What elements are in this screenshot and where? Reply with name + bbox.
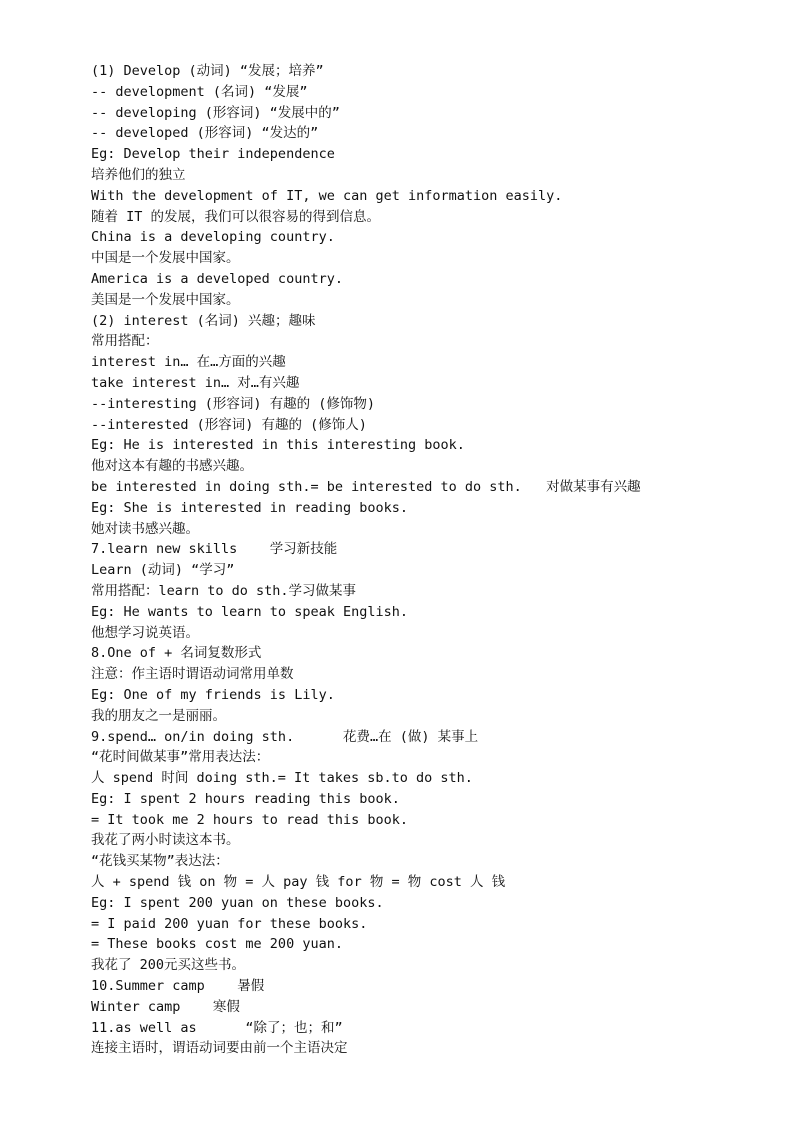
- text-line: 注意：作主语时谓语动词常用单数: [91, 666, 294, 683]
- text-line: “花钱买某物”表达法：: [91, 853, 229, 870]
- text-line: 我花了两小时读这本书。: [91, 832, 240, 849]
- text-line: 7.learn new skills 学习新技能: [91, 541, 338, 558]
- text-line: 10.Summer camp 暑假: [91, 978, 265, 995]
- text-line: -- developing (形容词) “发展中的”: [91, 104, 340, 121]
- text-line: Winter camp 寒假: [91, 998, 240, 1015]
- text-line: 常用搭配：learn to do sth.学习做某事: [91, 582, 357, 599]
- text-line: (2) interest (名词) 兴趣；趣味: [91, 312, 316, 329]
- text-line: Eg: I spent 2 hours reading this book.: [91, 790, 400, 807]
- text-line: 人 + spend 钱 on 物 = 人 pay 钱 for 物 = 物 cost 人 钱: [91, 874, 506, 891]
- text-line: Eg: Develop their independence: [91, 146, 335, 163]
- text-line: 他对这本有趣的书感兴趣。: [91, 458, 253, 475]
- text-line: 常用搭配：: [91, 333, 159, 350]
- text-line: 我花了 200元买这些书。: [91, 957, 246, 974]
- text-line: 美国是一个发展中国家。: [91, 291, 240, 308]
- text-line: interest in… 在…方面的兴趣: [91, 354, 286, 371]
- text-line: -- developed (形容词) “发达的”: [91, 125, 319, 142]
- text-line: With the development of IT, we can get information easily.: [91, 187, 563, 204]
- text-line: 她对读书感兴趣。: [91, 520, 199, 537]
- text-line: (1) Develop (动词) “发展；培养”: [91, 63, 324, 79]
- text-line: America is a developed country.: [91, 270, 343, 287]
- text-line: 培养他们的独立: [91, 166, 186, 183]
- text-line: = These books cost me 200 yuan.: [91, 936, 343, 953]
- text-line: 8.One of + 名词复数形式: [91, 645, 262, 662]
- text-line: = It took me 2 hours to read this book.: [91, 811, 408, 828]
- text-line: Eg: She is interested in reading books.: [91, 499, 408, 516]
- text-line: 11.as well as “除了；也；和”: [91, 1019, 343, 1036]
- text-line: Eg: He is interested in this interesting book.: [91, 437, 465, 454]
- text-line: = I paid 200 yuan for these books.: [91, 915, 368, 932]
- text-line: 我的朋友之一是丽丽。: [91, 707, 226, 724]
- text-line: --interesting (形容词) 有趣的 (修饰物): [91, 395, 376, 412]
- text-line: take interest in… 对…有兴趣: [91, 374, 300, 391]
- text-line: “花时间做某事”常用表达法：: [91, 749, 270, 766]
- text-line: Eg: I spent 200 yuan on these books.: [91, 894, 384, 911]
- text-line: 人 spend 时间 doing sth.= It takes sb.to do sth.: [91, 770, 473, 787]
- document-page: [91, 61, 751, 1059]
- text-line: 他想学习说英语。: [91, 624, 199, 641]
- text-line: Eg: He wants to learn to speak English.: [91, 603, 408, 620]
- text-line: Learn (动词) “学习”: [91, 562, 235, 579]
- text-line: -- development (名词) “发展”: [91, 83, 308, 100]
- text-line: 随着 IT 的发展，我们可以很容易的得到信息。: [91, 208, 381, 225]
- text-line: 连接主语时，谓语动词要由前一个主语决定: [91, 1040, 348, 1057]
- text-line: China is a developing country.: [91, 229, 335, 246]
- text-line: 9.spend… on/in doing sth. 花费…在 (做) 某事上: [91, 728, 479, 745]
- text-line: 中国是一个发展中国家。: [91, 250, 240, 267]
- text-line: --interested (形容词) 有趣的 (修饰人): [91, 416, 367, 433]
- text-line: Eg: One of my friends is Lily.: [91, 686, 335, 703]
- text-line: be interested in doing sth.= be interested to do sth. 对做某事有兴趣: [91, 478, 641, 495]
